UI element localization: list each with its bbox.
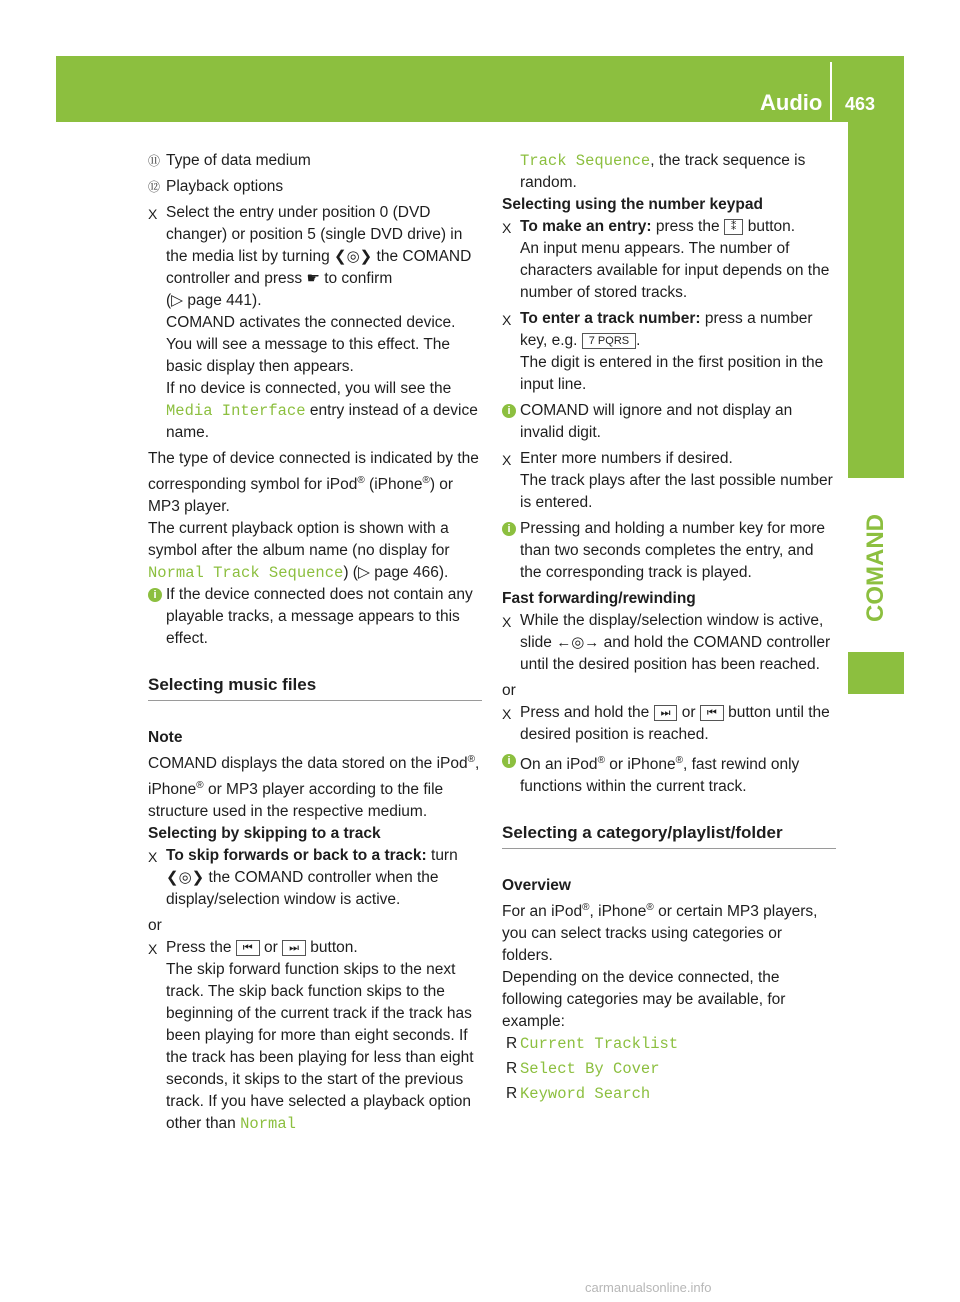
or-text: or <box>148 917 162 935</box>
continued-text: Track Sequence, the track sequence is random. <box>520 152 806 191</box>
step-more-numbers: X Enter more numbers if desired. The track plays after the last possible number is entered. <box>502 450 833 511</box>
step-slide-controller: X While the display/selection window is active, slide ←◎→ and hold the COMAND controller until the desired position has been reached. <box>502 612 831 673</box>
paragraph-playback-option: The current playback option is shown with a symbol after the album name (no display for Normal Track Sequence) (▷ page 466). <box>148 520 450 583</box>
arrow-step-icon: X <box>148 206 158 222</box>
list-item: R Keyword Search <box>506 1085 651 1104</box>
side-tab-strip-upper <box>848 122 904 478</box>
step-press-button: X Press the ⏮ or ⏭ button. The skip forward function skips to the next track. The skip back function skips to the beginning of the current track if the track has been playing for more than eight seconds. If the track has been playing for less than eight seconds, it skips to the start of the previous track. If you have selected a playback option other than Normal <box>148 939 474 1134</box>
controller-press-icon: ☛ <box>306 270 320 287</box>
bullet-icon: R <box>506 1060 518 1078</box>
bullet-icon: R <box>506 1035 518 1053</box>
right-column <box>502 150 836 1108</box>
section-heading-selecting-music-files: Selecting music files <box>148 674 482 701</box>
watermark: carmanualsonline.info <box>585 1280 712 1295</box>
arrow-step-icon: X <box>502 452 512 468</box>
controller-turn-icon: ❮◎❯ <box>166 869 205 887</box>
list-item: R Current Tracklist <box>506 1035 679 1054</box>
callout-12-marker: ⑫ <box>148 180 161 194</box>
skip-forward-icon: ⏭ <box>282 940 306 956</box>
header-separator <box>830 62 832 120</box>
arrow-step-icon: X <box>502 614 512 630</box>
info-invalid-digit: i COMAND will ignore and not display an invalid digit. <box>502 400 836 444</box>
info-no-tracks: i If the device connected does not contain any playable tracks, a message appears to this effect. <box>148 584 482 650</box>
display-text-normal-track-sequence: Normal Track Sequence <box>148 564 344 583</box>
info-hold-number-key: i Pressing and holding a number key for more than two seconds completes the entry, and the corresponding track is played. <box>502 518 836 584</box>
header-section-title: Audio <box>760 90 823 115</box>
skip-back-icon: ⏮ <box>700 705 724 721</box>
skip-forward-icon: ⏭ <box>654 705 678 721</box>
page-number: 463 <box>845 94 876 114</box>
step-make-entry: X To make an entry: press the ⁑ button. An input menu appears. The number of characters available for input depends on the number of stored tracks. <box>502 218 830 301</box>
bullet-icon: R <box>506 1085 518 1103</box>
arrow-step-icon: X <box>148 849 158 866</box>
subheading-skipping: Selecting by skipping to a track <box>148 825 381 843</box>
display-text-media-interface: Media Interface <box>166 402 306 420</box>
controller-slide-icon: ←◎→ <box>556 634 600 651</box>
section-heading-category-playlist-folder: Selecting a category/playlist/folder <box>502 822 836 849</box>
info-icon: i <box>148 588 162 602</box>
display-text-normal: Normal <box>240 1115 296 1134</box>
page-reference: (▷ page 441). <box>166 292 262 309</box>
note-text: COMAND displays the data stored on the iPod®, iPhone® or MP3 player according to the file structure used in the respective medium. <box>148 754 480 821</box>
subheading-fast-forwarding: Fast forwarding/rewinding <box>502 590 696 607</box>
info-icon: i <box>502 404 516 418</box>
arrow-step-icon: X <box>502 312 512 328</box>
info-icon: i <box>502 522 516 536</box>
arrow-step-icon: X <box>148 941 158 958</box>
callout-11: ⑪ Type of data medium <box>148 150 482 172</box>
skip-back-icon: ⏮ <box>236 940 260 956</box>
callout-12: ⑫ Playback options <box>148 176 482 198</box>
overview-text: For an iPod®, iPhone® or certain MP3 players, you can select tracks using categories or folders. <box>502 902 818 965</box>
step-press-hold: X Press and hold the ⏭ or ⏮ button until the desired position is reached. <box>502 704 830 743</box>
info-icon: i <box>502 754 516 768</box>
subheading-number-keypad: Selecting using the number keypad <box>502 196 763 213</box>
list-item: R Select By Cover <box>506 1060 660 1079</box>
controller-turn-icon: ❮◎❯ <box>334 248 373 265</box>
callout-11-marker: ⑪ <box>148 154 161 168</box>
info-fast-rewind: i On an iPod® or iPhone®, fast rewind only functions within the current track. <box>502 750 836 798</box>
hash-key-icon: ⁑ <box>724 219 744 235</box>
side-tab-label: COMAND <box>862 514 889 622</box>
number-key-7-icon: 7 PQRS <box>582 333 636 349</box>
step-select-entry: X Select the entry under position 0 (DVD changer) or position 5 (single DVD drive) in the media list by turning ❮◎❯ the COMAND controller and press ☛ to confirm (▷ page 441). COMAND activates the connected device. You will see a message to this effect. The basic display then appears. If no device is connected, you will see the Media Interface entry instead of a device name. <box>148 204 478 441</box>
left-column <box>148 150 482 1139</box>
step-skip-track: X To skip forwards or back to a track: turn ❮◎❯ the COMAND controller when the display/selection window is active. <box>148 847 458 909</box>
or-text: or <box>502 682 516 699</box>
subheading-overview: Overview <box>502 877 571 895</box>
paragraph-device-type: The type of device connected is indicated by the corresponding symbol for iPod® (iPhone®) or MP3 player. <box>148 450 479 516</box>
overview-text-2: Depending on the device connected, the following categories may be available, for example: <box>502 969 786 1031</box>
note-title: Note <box>148 729 183 747</box>
arrow-step-icon: X <box>502 706 512 722</box>
step-enter-track-number: X To enter a track number: press a number key, e.g. 7 PQRS . The digit is entered in the first position in the input line. <box>502 310 824 393</box>
arrow-step-icon: X <box>502 220 512 236</box>
display-text-track-sequence: Track Sequence <box>520 152 651 170</box>
side-tab-block <box>848 652 904 694</box>
